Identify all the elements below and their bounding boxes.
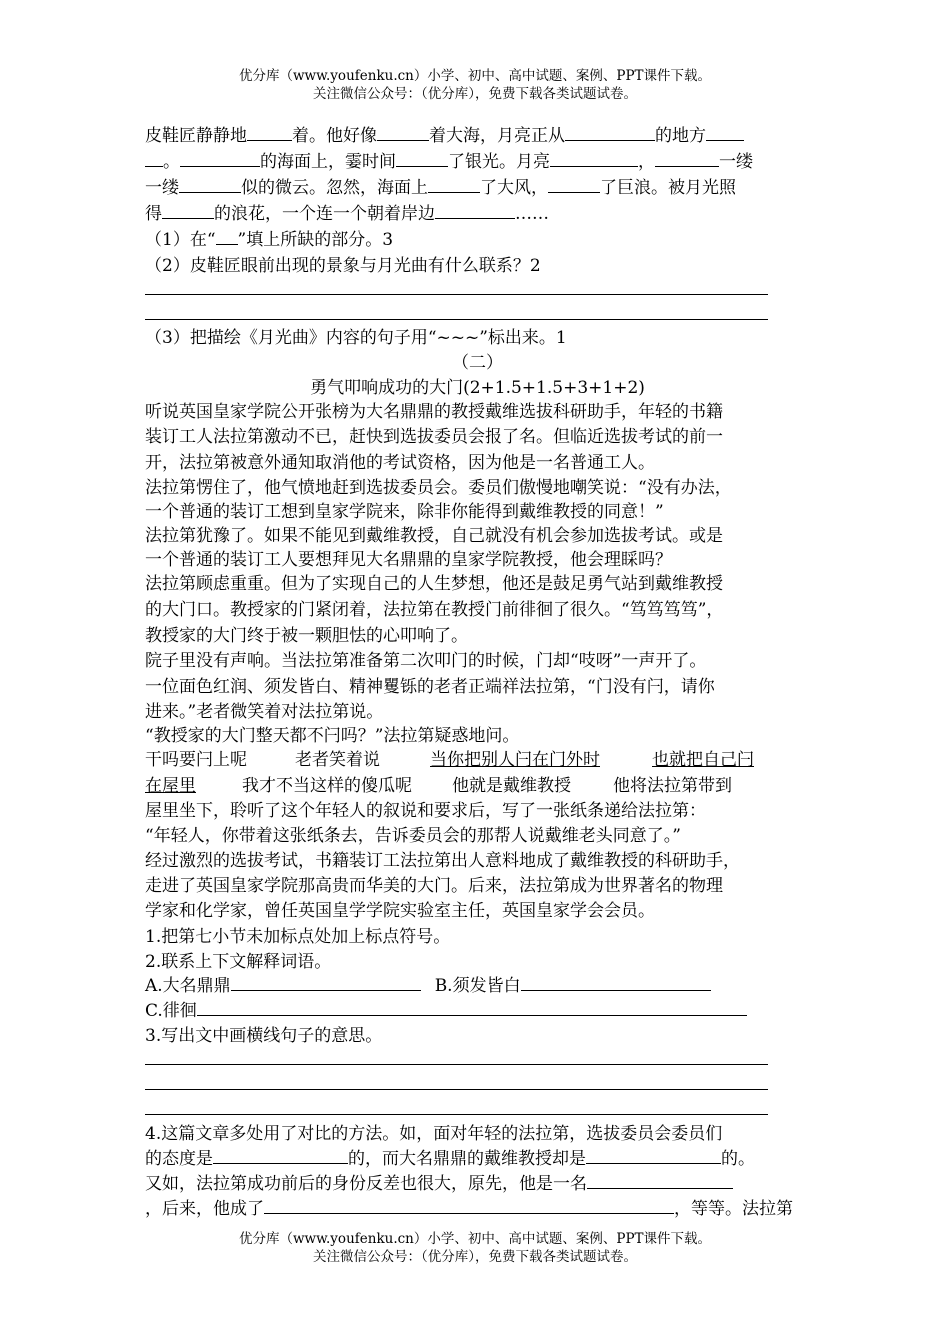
blank[interactable]	[264, 1198, 674, 1214]
text-run: 我才不当这样的傻瓜呢	[242, 776, 412, 796]
page-header-line1: 优分库（www.youfenku.cn）小学、初中、高中试题、案例、PPT课件下载。	[238, 68, 712, 84]
passage-line: 进来。”老者微笑着对法拉第说。	[145, 702, 384, 722]
text-run: （1）在“	[145, 230, 216, 250]
passage-line: 经过激烈的选拔考试，书籍装订工法拉第出人意料地成了戴维教授的科研助手，	[145, 851, 740, 871]
answer-line[interactable]	[145, 294, 768, 295]
text-run: 的态度是	[145, 1149, 213, 1169]
vocab-row-ab	[145, 974, 810, 998]
text-run: 老者笑着说	[295, 750, 380, 770]
fill-line-1	[145, 124, 810, 148]
text-run: ”填上所缺的部分。3	[237, 230, 394, 250]
text-run: 的浪花，一个连一个朝着岸边	[214, 204, 435, 224]
question-4-line-3	[145, 1172, 810, 1196]
passage-line: 装订工人法拉第激动不已，赶快到选拔委员会报了名。但临近选拔考试的前一	[145, 427, 723, 447]
paragraph-7-line-2	[145, 774, 810, 798]
text-run: ，等等。法拉第	[674, 1199, 793, 1219]
passage-line: 一个普通的装订工想到皇家学院来，除非你能得到戴维教授的同意！”	[145, 502, 664, 522]
text-run: 干吗要闩上呢	[145, 750, 247, 770]
text-run: 。	[163, 152, 180, 172]
answer-line[interactable]	[145, 1064, 768, 1065]
text-run: 的海面上，霎时间	[260, 152, 396, 172]
vocab-c-label: C.徘徊	[145, 1001, 197, 1021]
text-run: 了银光。月亮	[448, 152, 550, 172]
blank[interactable]	[179, 177, 241, 193]
underlined-sentence: 当你把别人闩在门外时	[430, 750, 600, 770]
page-footer-line2: 关注微信公众号：（优分库），免费下载各类试题试卷。	[313, 1249, 637, 1265]
passage-line: 走进了英国皇家学院那高贵而华美的大门。后来，法拉第成为世界著名的物理	[145, 876, 723, 896]
article-title: 勇气叩响成功的大门(2+1.5+1.5+3+1+2)	[310, 378, 645, 398]
underlined-sentence: 也就把自己闩	[652, 750, 754, 770]
answer-line[interactable]	[145, 1114, 768, 1115]
text-run: 着大海，月亮正从	[429, 126, 565, 146]
text-run: 的。	[721, 1149, 755, 1169]
blank[interactable]	[377, 125, 429, 141]
passage-line: “年轻人，你带着这张纸条去，告诉委员会的那帮人说戴维老头同意了。”	[145, 826, 681, 846]
fill-line-2	[145, 150, 810, 174]
text-run: ……	[515, 204, 549, 224]
blank[interactable]	[213, 1148, 348, 1164]
blank[interactable]	[428, 177, 480, 193]
question-2: （2）皮鞋匠眼前出现的景象与月光曲有什么联系？2	[145, 256, 541, 276]
passage-line: 学家和化学家，曾任英国皇学学院实验室主任，英国皇家学会会员。	[145, 901, 655, 921]
blank[interactable]	[435, 203, 515, 219]
question-4-line-4	[145, 1197, 810, 1221]
blank[interactable]	[706, 125, 744, 141]
vocab-row-c	[145, 999, 810, 1023]
fill-line-3	[145, 176, 810, 200]
section-heading: （二）	[452, 353, 503, 373]
text-run: ，	[638, 152, 655, 172]
vocab-a-label: A.大名鼎鼎	[145, 976, 231, 996]
passage-line: 一个普通的装订工人要想拜见大名鼎鼎的皇家学院教授，他会理睬吗？	[145, 550, 672, 570]
passage-line: 法拉第顾虑重重。但为了实现自己的人生梦想，他还是鼓足勇气站到戴维教授	[145, 574, 723, 594]
passage-line: 教授家的大门终于被一颗胆怯的心叩响了。	[145, 626, 468, 646]
passage-line: 屋里坐下，聆听了这个年轻人的叙说和要求后，写了一张纸条递给法拉第：	[145, 801, 706, 821]
blank[interactable]	[587, 1173, 733, 1189]
passage-line: 院子里没有声响。当法拉第准备第二次叩门的时候，门却“吱呀”一声开了。	[145, 651, 707, 671]
question-4-line-2	[145, 1147, 810, 1171]
text-run: 了大风，	[480, 178, 548, 198]
passage-line: 法拉第犹豫了。如果不能见到戴维教授，自己就没有机会参加选拔考试。或是	[145, 526, 723, 546]
blank[interactable]	[521, 975, 711, 991]
text-run: ，后来，他成了	[145, 1199, 264, 1219]
blank[interactable]	[586, 1148, 721, 1164]
text-run: 的，而大名鼎鼎的戴维教授却是	[348, 1149, 586, 1169]
underlined-sentence: 在屋里	[145, 776, 196, 796]
answer-line[interactable]	[145, 1089, 768, 1090]
blank[interactable]	[145, 151, 163, 167]
answer-line[interactable]	[145, 319, 768, 320]
text-run: 又如，法拉第成功前后的身份反差也很大，原先，他是一名	[145, 1174, 587, 1194]
blank[interactable]	[197, 1000, 747, 1016]
question-punctuation: 1.把第七小节未加标点处加上标点符号。	[145, 927, 451, 947]
question-vocab: 2.联系上下文解释词语。	[145, 952, 332, 972]
text-run: 似的微云。忽然，海面上	[241, 178, 428, 198]
passage-line: 开，法拉第被意外通知取消他的考试资格，因为他是一名普通工人。	[145, 453, 655, 473]
fill-line-4	[145, 202, 810, 226]
text-run: 得	[145, 204, 162, 224]
paragraph-7-line-1	[145, 748, 810, 772]
vocab-b-label: B.须发皆白	[434, 976, 521, 996]
blank[interactable]	[216, 229, 238, 245]
page-footer-line1: 优分库（www.youfenku.cn）小学、初中、高中试题、案例、PPT课件下载。	[238, 1231, 712, 1247]
passage-line: 听说英国皇家学院公开张榜为大名鼎鼎的教授戴维选拔科研助手，年轻的书籍	[145, 402, 723, 422]
question-4-line-1: 4.这篇文章多处用了对比的方法。如，面对年轻的法拉第，选拔委员会委员们	[145, 1124, 723, 1144]
passage-line: 法拉第愣住了，他气愤地赶到选拔委员会。委员们傲慢地嘲笑说：“没有办法，	[145, 478, 732, 498]
blank[interactable]	[550, 151, 638, 167]
text-run: 了巨浪。被月光照	[600, 178, 736, 198]
text-run: 他就是戴维教授	[452, 776, 571, 796]
text-run: 一缕	[145, 178, 179, 198]
blank[interactable]	[565, 125, 655, 141]
blank[interactable]	[162, 203, 214, 219]
question-meaning: 3.写出文中画横线句子的意思。	[145, 1026, 383, 1046]
page-header-line2: 关注微信公众号：（优分库），免费下载各类试题试卷。	[313, 86, 637, 102]
passage-line: “教授家的大门整天都不闩吗？”法拉第疑惑地问。	[145, 726, 520, 746]
question-1	[145, 228, 810, 252]
blank[interactable]	[231, 975, 421, 991]
passage-line: 一位面色红润、须发皆白、精神矍铄的老者正端祥法拉第，“门没有闩，请你	[145, 677, 715, 697]
passage-line: 的大门口。教授家的门紧闭着，法拉第在教授门前徘徊了很久。“笃笃笃笃”，	[145, 600, 724, 620]
question-3: （3）把描绘《月光曲》内容的句子用“~~~”标出来。1	[145, 328, 567, 348]
blank[interactable]	[548, 177, 600, 193]
text-run: 着。他好像	[292, 126, 377, 146]
text-run: 一缕	[719, 152, 753, 172]
blank[interactable]	[655, 151, 719, 167]
blank[interactable]	[396, 151, 448, 167]
blank[interactable]	[180, 151, 260, 167]
text-run: 的地方	[655, 126, 706, 146]
blank[interactable]	[247, 125, 292, 141]
text-run: 皮鞋匠静静地	[145, 126, 247, 146]
text-run: 他将法拉第带到	[613, 776, 732, 796]
